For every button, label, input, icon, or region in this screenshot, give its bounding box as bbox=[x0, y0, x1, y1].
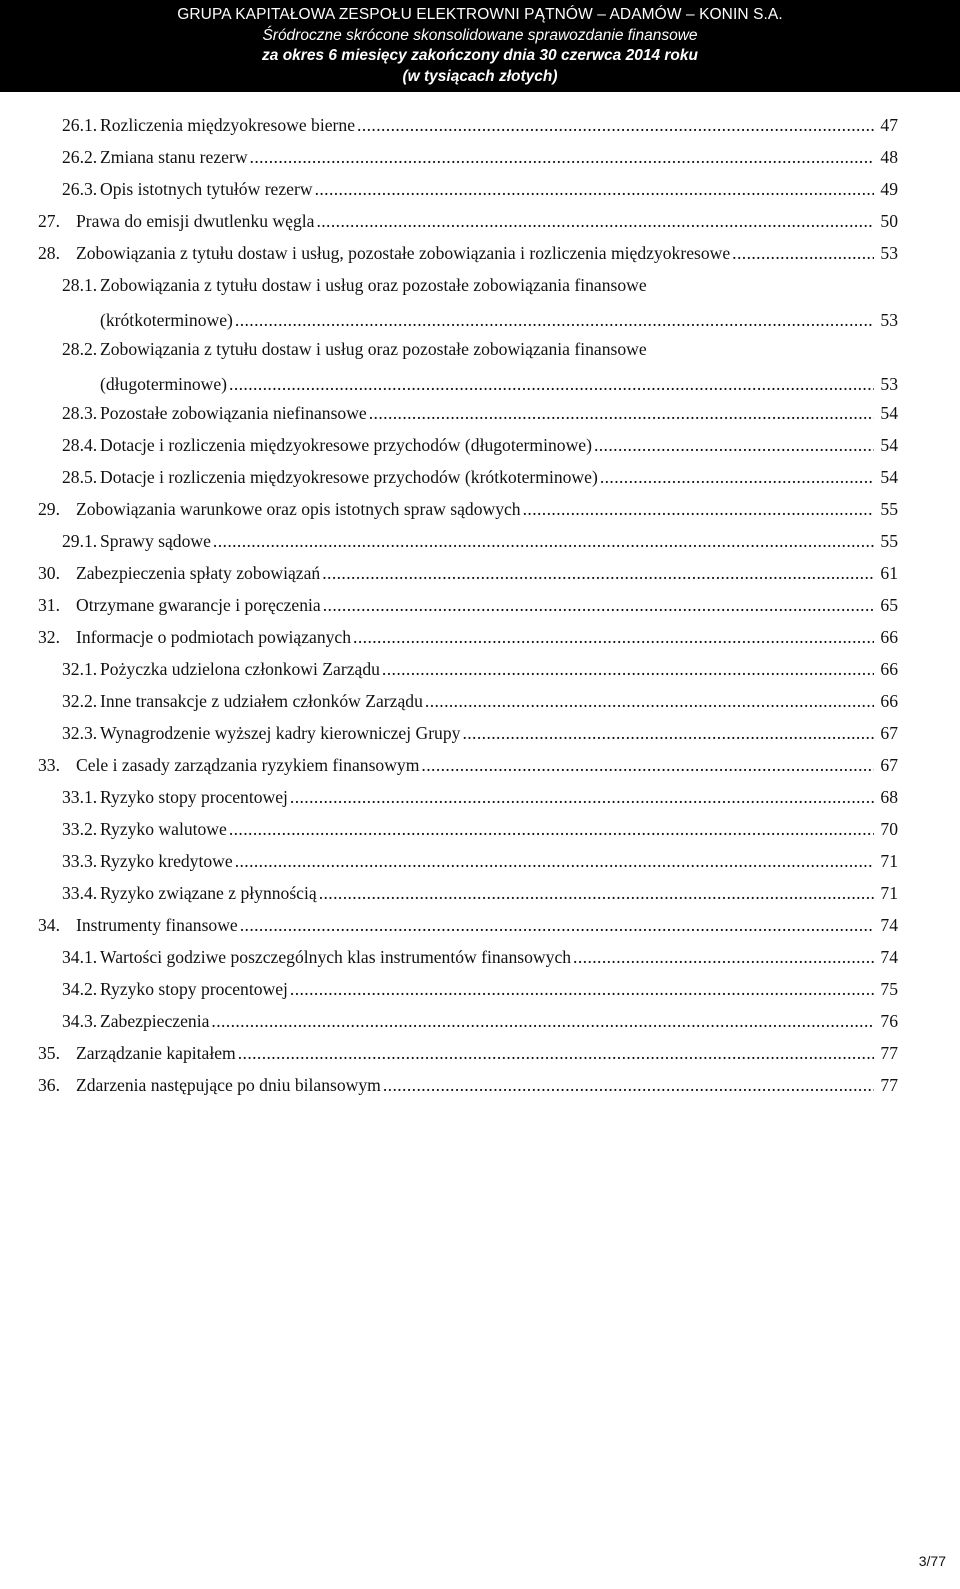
toc-entry-title: Zmiana stanu rezerw bbox=[100, 147, 248, 167]
toc-entry-title: Opis istotnych tytułów rezerw bbox=[100, 179, 313, 199]
toc-entry[interactable] bbox=[0, 976, 960, 1008]
toc-entry-page: 76 bbox=[880, 1011, 898, 1031]
toc-entry-page: 61 bbox=[880, 563, 898, 583]
toc-dot-leader bbox=[250, 147, 874, 168]
document-header bbox=[0, 0, 960, 92]
toc-dot-leader bbox=[238, 1043, 874, 1064]
toc-dot-leader bbox=[594, 435, 874, 456]
toc-entry-page: 48 bbox=[880, 147, 898, 167]
toc-dot-leader bbox=[382, 659, 874, 680]
toc-entry-title: Cele i zasady zarządzania ryzykiem finansowym bbox=[76, 755, 420, 775]
toc-entry-number: 30. bbox=[38, 563, 60, 583]
toc-entry[interactable] bbox=[0, 784, 960, 816]
toc-entry-number: 29.1. bbox=[62, 531, 98, 551]
toc-entry[interactable] bbox=[0, 944, 960, 976]
toc-entry-page: 53 bbox=[880, 310, 898, 330]
toc-dot-leader bbox=[732, 243, 874, 264]
toc-entry-page: 66 bbox=[880, 659, 898, 679]
toc-entry[interactable] bbox=[0, 880, 960, 912]
toc-entry-number: 32. bbox=[38, 627, 60, 647]
toc-entry-number: 34.1. bbox=[62, 947, 98, 967]
toc-entry-title: Zarządzanie kapitałem bbox=[76, 1043, 236, 1063]
toc-entry-page: 47 bbox=[880, 115, 898, 135]
toc-entry-title: Ryzyko związane z płynnością bbox=[100, 883, 317, 903]
toc-dot-leader bbox=[573, 947, 874, 968]
toc-entry-page: 55 bbox=[880, 499, 898, 519]
toc-dot-leader bbox=[240, 915, 874, 936]
toc-dot-leader bbox=[322, 563, 874, 584]
toc-entry[interactable] bbox=[0, 112, 960, 144]
toc-entry-number: 28.4. bbox=[62, 435, 98, 455]
toc-entry-page: 71 bbox=[880, 851, 898, 871]
toc-entry-page: 53 bbox=[880, 243, 898, 263]
toc-entry-number: 33.4. bbox=[62, 883, 98, 903]
toc-entry-number: 36. bbox=[38, 1075, 60, 1095]
toc-entry-page: 77 bbox=[880, 1043, 898, 1063]
toc-entry[interactable] bbox=[0, 208, 960, 240]
toc-entry-title: Instrumenty finansowe bbox=[76, 915, 238, 935]
toc-entry-page: 71 bbox=[880, 883, 898, 903]
toc-entry[interactable] bbox=[0, 848, 960, 880]
toc-entry-number: 34.2. bbox=[62, 979, 98, 999]
toc-dot-leader bbox=[353, 627, 874, 648]
toc-entry-number: 26.3. bbox=[62, 179, 98, 199]
toc-entry-number: 26.1. bbox=[62, 115, 98, 135]
toc-entry-number: 33.1. bbox=[62, 787, 98, 807]
toc-entry-number: 33.3. bbox=[62, 851, 98, 871]
toc-dot-leader bbox=[316, 211, 874, 232]
toc-dot-leader bbox=[357, 115, 874, 136]
toc-entry[interactable] bbox=[0, 496, 960, 528]
toc-entry-number: 28.3. bbox=[62, 403, 98, 423]
toc-entry[interactable] bbox=[0, 528, 960, 560]
toc-entry-title: Zobowiązania z tytułu dostaw i usług oraz pozostałe zobowiązania finansowe bbox=[100, 275, 647, 295]
toc-dot-leader bbox=[229, 819, 874, 840]
toc-entry-page: 66 bbox=[880, 627, 898, 647]
toc-dot-leader bbox=[323, 595, 874, 616]
toc-entry-number: 29. bbox=[38, 499, 60, 519]
toc-entry[interactable] bbox=[0, 1072, 960, 1104]
toc-dot-leader bbox=[211, 1011, 874, 1032]
toc-entry[interactable] bbox=[0, 240, 960, 272]
toc-entry-title: Zobowiązania z tytułu dostaw i usług oraz pozostałe zobowiązania finansowe bbox=[100, 339, 647, 359]
toc-entry-page: 68 bbox=[880, 787, 898, 807]
toc-entry-number: 28. bbox=[38, 243, 60, 263]
toc-entry-page: 74 bbox=[880, 947, 898, 967]
toc-entry-title: Informacje o podmiotach powiązanych bbox=[76, 627, 352, 647]
header-currency-unit: (w tysiącach złotych) bbox=[402, 67, 558, 85]
toc-entry-page: 49 bbox=[880, 179, 898, 199]
toc-dot-leader bbox=[235, 851, 874, 872]
toc-entry-number: 33. bbox=[38, 755, 60, 775]
toc-entry-number: 28.5. bbox=[62, 467, 98, 487]
toc-entry-title: Zobowiązania z tytułu dostaw i usług, pozostałe zobowiązania i rozliczenia międzyokresowe bbox=[76, 243, 731, 263]
toc-dot-leader bbox=[315, 179, 874, 200]
toc-entry-page: 66 bbox=[880, 691, 898, 711]
toc-entry-number: 31. bbox=[38, 595, 60, 615]
toc-entry[interactable] bbox=[0, 720, 960, 752]
toc-dot-leader bbox=[425, 691, 874, 712]
toc-entry-number: 33.2. bbox=[62, 819, 98, 839]
toc-entry-page: 67 bbox=[880, 723, 898, 743]
toc-entry-number: 34.3. bbox=[62, 1011, 98, 1031]
toc-entry[interactable] bbox=[0, 400, 960, 432]
toc-entry-page: 74 bbox=[880, 915, 898, 935]
toc-entry-title: Pozostałe zobowiązania niefinansowe bbox=[100, 403, 367, 423]
toc-entry-title: Inne transakcje z udziałem członków Zarządu bbox=[100, 691, 423, 711]
toc-dot-leader bbox=[421, 755, 874, 776]
page-number: 3/77 bbox=[918, 1553, 946, 1569]
toc-entry-page: 50 bbox=[880, 211, 898, 231]
toc-entry[interactable] bbox=[0, 688, 960, 720]
toc-entry-title: Sprawy sądowe bbox=[100, 531, 211, 551]
toc-entry-title: Otrzymane gwarancje i poręczenia bbox=[76, 595, 321, 615]
header-company-name: GRUPA KAPITAŁOWA ZESPOŁU ELEKTROWNI PĄTNÓW – ADAMÓW – KONIN S.A. bbox=[177, 6, 783, 23]
toc-entry-title: Dotacje i rozliczenia międzyokresowe przychodów (długoterminowe) bbox=[100, 435, 592, 455]
toc-dot-leader bbox=[383, 1075, 874, 1096]
toc-entry-number: 27. bbox=[38, 211, 60, 231]
toc-entry-page: 75 bbox=[880, 979, 898, 999]
toc-entry-page: 67 bbox=[880, 755, 898, 775]
toc-entry-title: Dotacje i rozliczenia międzyokresowe przychodów (krótkoterminowe) bbox=[100, 467, 598, 487]
toc-dot-leader bbox=[235, 310, 874, 331]
toc-entry[interactable] bbox=[0, 912, 960, 944]
toc-entry-number: 34. bbox=[38, 915, 60, 935]
toc-dot-leader bbox=[229, 374, 874, 395]
toc-entry-number: 26.2. bbox=[62, 147, 98, 167]
toc-dot-leader bbox=[290, 787, 874, 808]
toc-entry-number: 28.2. bbox=[62, 339, 98, 359]
toc-entry-title: Wartości godziwe poszczególnych klas instrumentów finansowych bbox=[100, 947, 572, 967]
toc-entry[interactable] bbox=[0, 752, 960, 784]
toc-entry[interactable] bbox=[0, 592, 960, 624]
toc-entry-number: 28.1. bbox=[62, 275, 98, 295]
toc-entry-title: Zabezpieczenia spłaty zobowiązań bbox=[76, 563, 321, 583]
toc-dot-leader bbox=[319, 883, 874, 904]
toc-dot-leader bbox=[523, 499, 874, 520]
table-of-contents bbox=[0, 112, 960, 1104]
toc-entry-number: 32.2. bbox=[62, 691, 98, 711]
toc-entry-page: 55 bbox=[880, 531, 898, 551]
toc-entry-page: 77 bbox=[880, 1075, 898, 1095]
toc-entry-number: 35. bbox=[38, 1043, 60, 1063]
toc-entry[interactable] bbox=[0, 1040, 960, 1072]
header-report-period: za okres 6 miesięcy zakończony dnia 30 czerwca 2014 roku bbox=[262, 47, 698, 64]
toc-entry-title: Rozliczenia międzyokresowe bierne bbox=[100, 115, 355, 135]
toc-entry-title: Zdarzenia następujące po dniu bilansowym bbox=[76, 1075, 381, 1095]
toc-entry[interactable] bbox=[0, 464, 960, 496]
toc-entry-page: 54 bbox=[880, 435, 898, 455]
toc-entry-title: Wynagrodzenie wyższej kadry kierowniczej Grupy bbox=[100, 723, 461, 743]
toc-entry-title: Zabezpieczenia bbox=[100, 1011, 210, 1031]
toc-entry-number: 32.3. bbox=[62, 723, 98, 743]
toc-entry[interactable] bbox=[0, 624, 960, 656]
toc-entry[interactable] bbox=[0, 560, 960, 592]
toc-entry[interactable] bbox=[0, 272, 960, 336]
toc-dot-leader bbox=[600, 467, 874, 488]
toc-entry-title: Pożyczka udzielona członkowi Zarządu bbox=[100, 659, 380, 679]
toc-entry[interactable] bbox=[0, 1008, 960, 1040]
toc-entry-page: 54 bbox=[880, 467, 898, 487]
toc-entry-page: 54 bbox=[880, 403, 898, 423]
toc-entry-title-continuation: (długoterminowe) bbox=[100, 374, 228, 394]
toc-entry-title: Ryzyko stopy procentowej bbox=[100, 787, 288, 807]
header-report-title: Śródroczne skrócone skonsolidowane sprawozdanie finansowe bbox=[262, 26, 698, 44]
toc-entry-title: Prawa do emisji dwutlenku węgla bbox=[76, 211, 315, 231]
toc-entry[interactable] bbox=[0, 144, 960, 176]
toc-entry[interactable] bbox=[0, 656, 960, 688]
toc-entry-title: Zobowiązania warunkowe oraz opis istotnych spraw sądowych bbox=[76, 499, 521, 519]
toc-dot-leader bbox=[369, 403, 874, 424]
toc-dot-leader bbox=[462, 723, 874, 744]
toc-entry-page: 65 bbox=[880, 595, 898, 615]
toc-entry-title: Ryzyko walutowe bbox=[100, 819, 227, 839]
toc-entry-title: Ryzyko kredytowe bbox=[100, 851, 233, 871]
toc-entry-number: 32.1. bbox=[62, 659, 98, 679]
toc-entry[interactable] bbox=[0, 816, 960, 848]
toc-entry-title: Ryzyko stopy procentowej bbox=[100, 979, 288, 999]
toc-entry-page: 53 bbox=[880, 374, 898, 394]
toc-entry-title-continuation: (krótkoterminowe) bbox=[100, 310, 233, 330]
toc-dot-leader bbox=[213, 531, 874, 552]
toc-entry-page: 70 bbox=[880, 819, 898, 839]
toc-dot-leader bbox=[290, 979, 874, 1000]
toc-entry[interactable] bbox=[0, 336, 960, 400]
toc-entry[interactable] bbox=[0, 176, 960, 208]
toc-entry[interactable] bbox=[0, 432, 960, 464]
